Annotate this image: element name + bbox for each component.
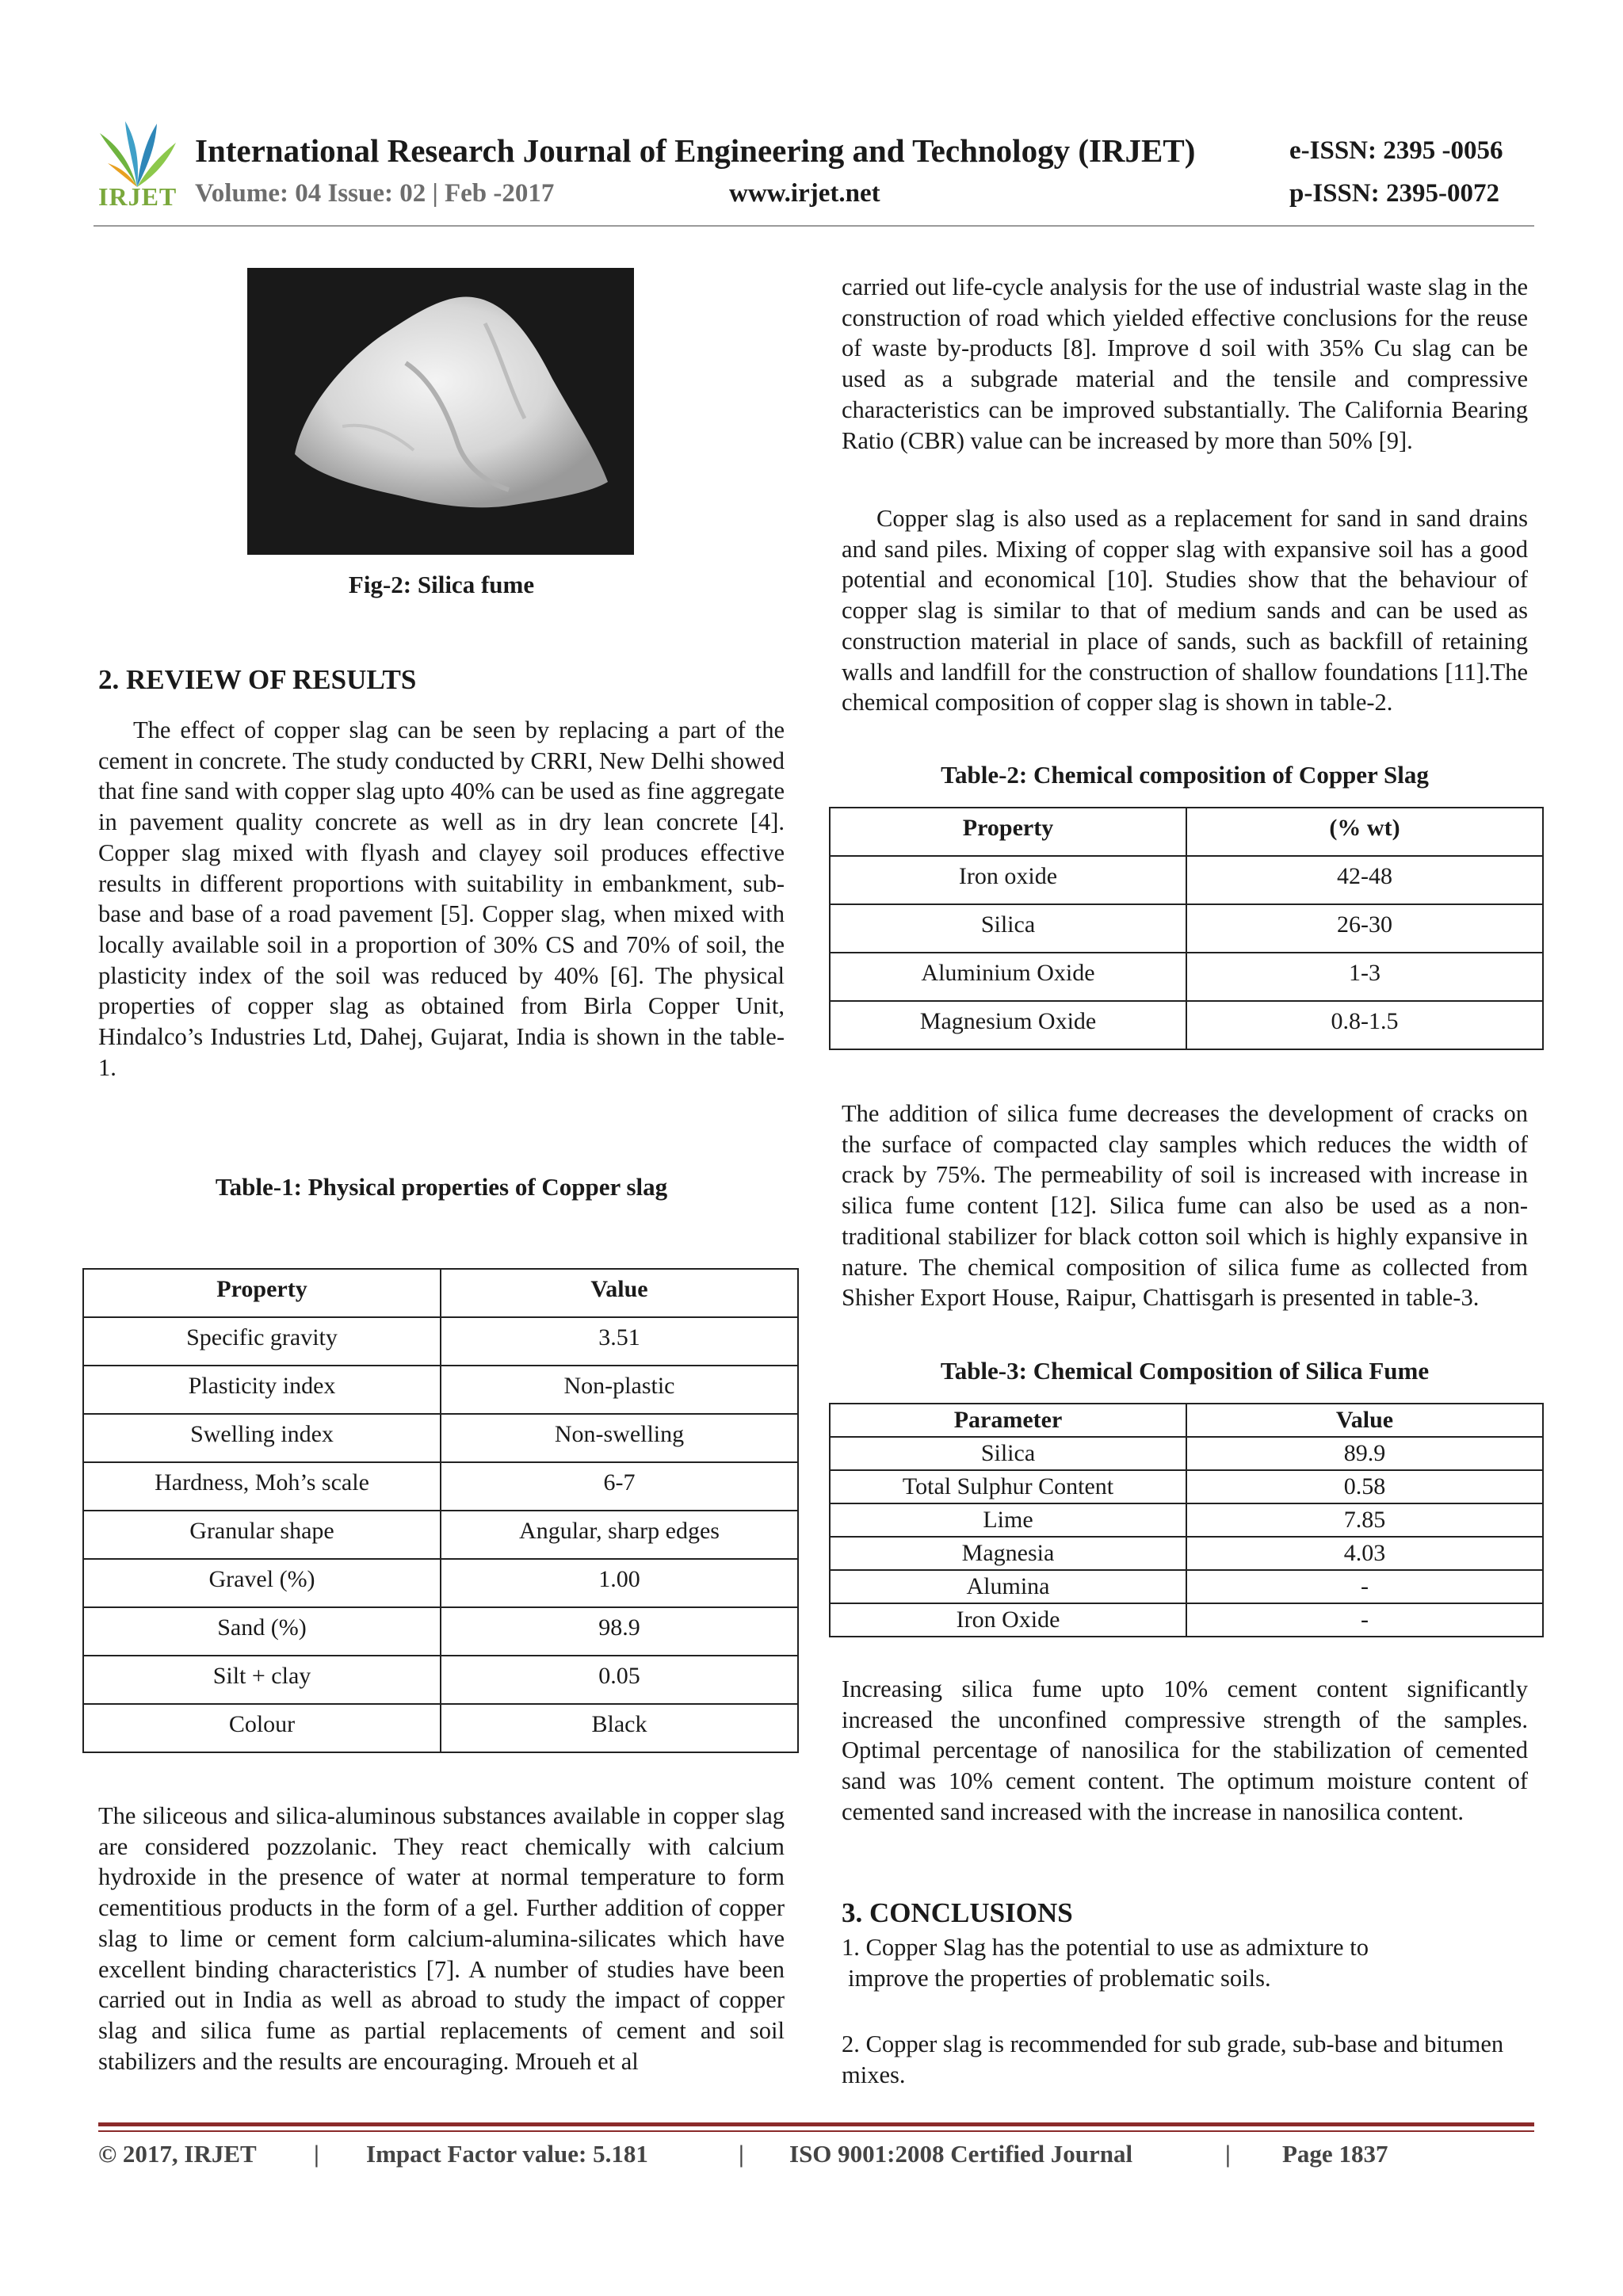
table-row (83, 1462, 798, 1511)
footer-copyright: © 2017, IRJET (98, 2140, 257, 2168)
table-row (83, 1704, 798, 1752)
table-cell: Gravel (%) (83, 1559, 441, 1607)
table-cell: 7.85 (1186, 1503, 1543, 1537)
footer-divider (98, 2122, 1534, 2126)
table-cell: Aluminium Oxide (830, 953, 1186, 1001)
e-issn: e-ISSN: 2395 -0056 (1289, 136, 1503, 165)
table-cell: 89.9 (1186, 1437, 1543, 1470)
header-divider (94, 225, 1534, 227)
footer-page-number: Page 1837 (1282, 2140, 1388, 2168)
table-cell: 4.03 (1186, 1537, 1543, 1570)
table-header-cell: Property (830, 808, 1186, 856)
website-link[interactable]: www.irjet.net (729, 179, 880, 208)
table-row (830, 1503, 1543, 1537)
table-cell: Colour (83, 1704, 441, 1752)
table-row (830, 1470, 1543, 1503)
review-paragraph-6: Increasing silica fume upto 10% cement content significantly increased the unconfined compressive strength of the samples. Optimal percentage of nanosilica for the stabilization of cemented sand was 10% cement content. The optimum moisture content of cemented sand increased with the increase in nanosilica content. (842, 1675, 1528, 1825)
table1-caption: Table-1: Physical properties of Copper slag (215, 1173, 668, 1201)
table2-copper-slag-composition (829, 807, 1544, 1050)
silica-fume-figure (247, 268, 634, 555)
footer-separator: | (739, 2140, 744, 2168)
footer-impact-factor: Impact Factor value: 5.181 (366, 2140, 648, 2168)
table-row (83, 1317, 798, 1366)
table-row (83, 1607, 798, 1656)
table-row (83, 1366, 798, 1414)
logo-text: IRJET (98, 182, 178, 211)
table-row (830, 953, 1543, 1001)
table-row (830, 1603, 1543, 1637)
table-row (830, 1437, 1543, 1470)
table-cell: - (1186, 1570, 1543, 1603)
table-header-cell: (% wt) (1186, 808, 1543, 856)
table-header-cell: Value (441, 1269, 798, 1317)
table-cell: Angular, sharp edges (441, 1511, 798, 1559)
review-paragraph-4: Copper slag is also used as a replacement for sand in sand drains and sand piles. Mixing of copper slag with expansive soil has a good potential and economical [10]. Studies show that the behaviour of copper slag is similar to that of medium sands and can be used as construction material in place of sands, such as backfill of retaining walls and landfill for the construction of shallow foundations [11].The chemical composition of copper slag is shown in table-2. (842, 505, 1528, 716)
table-cell: Iron oxide (830, 856, 1186, 904)
table-cell: Plasticity index (83, 1366, 441, 1414)
conclusion-item-2: 2. Copper slag is recommended for sub grade, sub-base and bitumen mixes. (842, 2030, 1504, 2088)
table-header-cell: Property (83, 1269, 441, 1317)
table-cell: 6-7 (441, 1462, 798, 1511)
footer-separator: | (314, 2140, 319, 2168)
table-header-row (830, 808, 1543, 856)
volume-issue: Volume: 04 Issue: 02 | Feb -2017 (195, 179, 555, 208)
figure-caption: Fig-2: Silica fume (348, 571, 535, 598)
table2-caption: Table-2: Chemical composition of Copper Slag (941, 761, 1429, 789)
table-cell: Black (441, 1704, 798, 1752)
table-row (830, 904, 1543, 953)
table-row (83, 1414, 798, 1462)
conclusion-item-1-line-2: improve the properties of problematic soils. (848, 1965, 1271, 1992)
table-cell: - (1186, 1603, 1543, 1637)
table-cell: Specific gravity (83, 1317, 441, 1366)
review-paragraph-5: The addition of silica fume decreases the development of cracks on the surface of compacted clay samples which reduces the width of crack by 75%. The permeability of soil is increased with increase in silica fume content [12]. Silica fume can also be used as a non-traditional stabilizer for black cotton soil which is highly expansive in nature. The chemical composition of silica fume as collected from Shisher Export House, Raipur, Chattisgarh is presented in table-3. (842, 1100, 1528, 1312)
table-cell: Lime (830, 1503, 1186, 1537)
table-cell: Silica (830, 904, 1186, 953)
table-cell: Swelling index (83, 1414, 441, 1462)
table-cell: 0.05 (441, 1656, 798, 1704)
table-cell: 26-30 (1186, 904, 1543, 953)
table-cell: Silt + clay (83, 1656, 441, 1704)
table-header-cell: Value (1186, 1404, 1543, 1437)
table-cell: 1.00 (441, 1559, 798, 1607)
section-heading-conclusions: 3. CONCLUSIONS (842, 1897, 1073, 1928)
table-cell: Magnesium Oxide (830, 1001, 1186, 1049)
table-cell: Magnesia (830, 1537, 1186, 1570)
table-cell: Iron Oxide (830, 1603, 1186, 1637)
conclusion-item-1 (842, 1932, 1369, 1994)
table-cell: 0.8-1.5 (1186, 1001, 1543, 1049)
table-cell: Alumina (830, 1570, 1186, 1603)
table-row (83, 1559, 798, 1607)
table-header-row (83, 1269, 798, 1317)
table-cell: 3.51 (441, 1317, 798, 1366)
footer-separator: | (1225, 2140, 1231, 2168)
table-cell: Granular shape (83, 1511, 441, 1559)
table-cell: Total Sulphur Content (830, 1470, 1186, 1503)
table-row (83, 1511, 798, 1559)
table-header-row (830, 1404, 1543, 1437)
table-row (830, 1537, 1543, 1570)
conclusion-item-1-line-1: 1. Copper Slag has the potential to use as admixture to (842, 1934, 1369, 1961)
table-cell: Hardness, Moh’s scale (83, 1462, 441, 1511)
table-row (830, 1570, 1543, 1603)
table-cell: 98.9 (441, 1607, 798, 1656)
journal-title: International Research Journal of Engineering and Technology (IRJET) (195, 132, 1196, 169)
table-cell: 42-48 (1186, 856, 1543, 904)
table-cell: Non-swelling (441, 1414, 798, 1462)
table-header-cell: Parameter (830, 1404, 1186, 1437)
section-heading-review: 2. REVIEW OF RESULTS (98, 664, 417, 695)
table3-silica-fume-composition (829, 1403, 1544, 1637)
footer-iso: ISO 9001:2008 Certified Journal (789, 2140, 1133, 2168)
table-row (830, 1001, 1543, 1049)
review-paragraph-1: The effect of copper slag can be seen by replacing a part of the cement in concrete. The study conducted by CRRI, New Delhi showed that fine sand with copper slag upto 40% can be used as fine aggregate in pavement quality concrete as well as in dry lean concrete [4]. Copper slag mixed with flyash and clayey soil produces effective results in different proportions with suitability in embankment, sub-base and base of a road pavement [5]. Copper slag, when mixed with locally available soil in a proportion of 30% CS and 70% of soil, the plasticity index of the soil was reduced by 40% [6]. The physical properties of copper slag as obtained from Birla Copper Unit, Hindalco’s Industries Ltd, Dahej, Gujarat, India is shown in the table-1. (98, 716, 785, 1081)
footer-divider-thin (98, 2130, 1534, 2132)
table-cell: 1-3 (1186, 953, 1543, 1001)
review-paragraph-3: carried out life-cycle analysis for the use of industrial waste slag in the construction of road which yielded effective conclusions for the reuse of waste by-products [8]. Improve d soil with 35% Cu slag can be used as a subgrade material and the tensile and compressive characteristics can be improved substantially. The California Bearing Ratio (CBR) value can be increased by more than 50% [9]. (842, 273, 1528, 454)
p-issn: p-ISSN: 2395-0072 (1289, 179, 1499, 208)
table1-physical-properties (82, 1268, 799, 1753)
table-cell: Non-plastic (441, 1366, 798, 1414)
table-cell: Silica (830, 1437, 1186, 1470)
table-row (83, 1656, 798, 1704)
table-cell: 0.58 (1186, 1470, 1543, 1503)
review-paragraph-2: The siliceous and silica-aluminous substances available in copper slag are considered pozzolanic. They react chemically with calcium hydroxide in the presence of water at normal temperature to form cementitious products in the form of a gel. Further addition of copper slag to lime or cement form calcium-alumina-silicates which have excellent binding characteristics [7]. A number of studies have been carried out in India as well as abroad to study the impact of copper slag and silica fume as partial replacements of cement and soil stabilizers and the results are encouraging. Mroueh et al (98, 1802, 785, 2075)
table3-caption: Table-3: Chemical Composition of Silica Fume (940, 1357, 1430, 1385)
table-row (830, 856, 1543, 904)
table-cell: Sand (%) (83, 1607, 441, 1656)
